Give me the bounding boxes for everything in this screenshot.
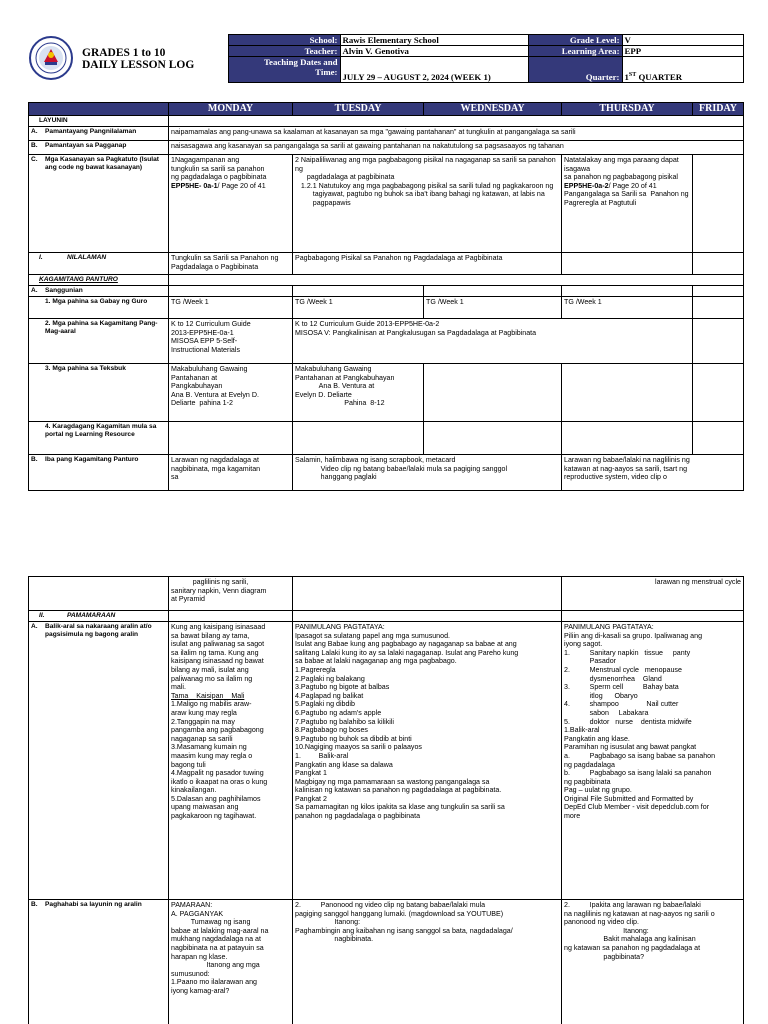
continued-thursday: larawan ng menstrual cycle [562,577,744,611]
row-label-teksbuk: 3. Mga pahina sa Teksbuk [29,364,169,422]
grade-label: Grade Level: [528,35,622,46]
school-value: Rawis Elementary School [340,35,528,46]
gabay-wednesday: TG /Week 1 [424,297,562,319]
day-tuesday: TUESDAY [293,103,424,116]
continued-monday: paglilinis ng sarili, sanitary napkin, Venn diagram at Pyramid [169,577,293,611]
teacher-value: Alvin V. Genotiva [340,46,528,57]
row-label-pamantayan-sa-pagganap: B. Pamantayan sa Pagganap [29,141,169,155]
day-header-row [29,103,744,116]
row-label-sanggunian: A. Sanggunian [29,286,169,297]
teksbuk-tuesday: Makabuluhang Gawaing Pantahanan at Pangkabuhayan Ana B. Ventura at Evelyn D. Deliarte Pahina 8-12 [293,364,424,422]
deped-seal [28,35,78,83]
balik-aral-thursday: PANIMULANG PAGTATAYA: Piliin ang di-kasali sa grupo. Ipaliwanag ang iyong sagot. 1. Sanitary napkin tissue panty Pasador 2. Menstrual cycle menopause dysmenorrhea Gland 3. Sperm cell Bahay bata itlog Obaryo 4. shampoo Nail cutter sabon Labakara 5. doktor nurse dentista midwife 1.Balik-aral Pangkatin ang klase. Paramihan ng isusulat ang bawat pangkat a. Pagbabago sa isang babae sa panahon ng pagdadalaga b. Pagbabago sa isang lalaki sa panahon ng pagbibinata Pag – uulat ng grupo. Original File Submitted and Formatted by DepEd Club Member - visit depedclub.com for more [562,622,744,900]
row-label-pamamaraan: II. PAMAMARAAN [29,611,169,622]
nilalaman-tuesday: Pagbabagong Pisikal sa Panahon ng Pagdadalaga at Pagbibinata [293,253,562,275]
kagamitan-heading: KAGAMITANG PANTURO [29,275,169,286]
row-label-balik-aral: A. Balik-aral sa nakaraang aralin at/o pagsisimula ng bagong aralin [29,622,169,900]
row-label-iba-pang-kagamitan: B. Iba pang Kagamitang Panturo [29,455,169,491]
row-label-gabay-guro: 1. Mga pahina sa Gabay ng Guro [29,297,169,319]
school-label: School: [228,35,340,46]
gabay-tuesday: TG /Week 1 [293,297,424,319]
row-label-kasanayan: C. Mga Kasanayan sa Pagkatuto (Isulat ang code ng bawat kasanayan) [29,155,169,253]
quarter-label: Quarter: [528,57,622,83]
title-dll: DAILY LESSON LOG [82,58,195,71]
pamantayang-pangnilalaman-text: naipamamalas ang pang-unawa sa kaalaman at kasanayan sa mga "gawaing pantahanan" at tungkulin at pangangalaga sa sarili [169,127,744,141]
kasanayan-thursday: Natatalakay ang mga paraang dapat isagawa sa panahon ng pagbabagong pisikal EPP5HE-0a-2/ Page 20 of 41 Pangangalaga sa Sarili sa Panahon ng Pagreregla at Pagtutuli [562,155,693,253]
kasanayan-tuesday: 2 Naipaliliwanag ang mga pagbabagong pisikal na nagaganap sa sarili sa panahon ng pagdadalaga at pagbibinata 1.2.1 Natutukoy ang mga pagbabagong pisikal sa sarili tulad ng pagkakaroon ng tagiyawat, pagtubo ng buhok sa iba't ibang bahagi ng katawan, at labis na pagpapawis [293,155,562,253]
teksbuk-monday: Makabuluhang Gawaing Pantahanan at Pangkabuhayan Ana B. Ventura at Evelyn D. Deliarte pahina 1-2 [169,364,293,422]
kasanayan-monday: 1Nagagampanan ang tungkulin sa sarili sa panahon ng pagdadalaga o pagbibinata EPP5HE- 0a-1/ Page 20 of 41 [169,155,293,253]
iba-pang-monday: Larawan ng nagdadalaga at nagbibinata, mga kagamitan sa [169,455,293,491]
paghahabi-monday: PAMARAAN: A. PAGGANYAK Tumawag ng isang babae at lalaking mag-aaral na mukhang nagdadalaga na at nagbibinata na at patayuin sa harapan ng klase. Itanong ang mga sumusunod: 1.Paano mo ilalarawan ang iyong kamag-aral? [169,900,293,1024]
gabay-monday: TG /Week 1 [169,297,293,319]
mag-aaral-monday: K to 12 Curriculum Guide 2013-EPP5HE-0a-1 MISOSA EPP 5-Self- Instructional Materials [169,319,293,364]
iba-pang-tuesday: Salamin, halimbawa ng isang scrapbook, metacard Video clip ng batang babae/lalaki mula sa pagiging sanggol hanggang paglaki [293,455,562,491]
row-label-paghahabi: B. Paghahabi sa layunin ng aralin [29,900,169,1024]
row-label-karagdagang-kagamitan: 4. Karagdagang Kagamitan mula sa portal ng Learning Resource [29,422,169,455]
lesson-table-2 [28,576,743,1024]
gabay-thursday: TG /Week 1 [562,297,693,319]
dates-label: Teaching Dates and Time: [228,57,340,83]
row-label-kagamitang-mag-aaral: 2. Mga pahina sa Kagamitang Pang-Mag-aaral [29,319,169,364]
balik-aral-tuesday: PANIMULANG PAGTATAYA: Ipasagot sa sulatang papel ang mga sumusunod. Isulat ang Babae kung ang pagbabago ay nagaganap sa babae at ang salitang Lalaki kung ito ay sa lalaki nagaganap. Isulat ang Pareho kung sa babae at lalaki nagaganap ang mga pagbabago. 1.Pagreregla 2.Paglaki ng balakang 3.Pagtubo ng bigote at balbas 4.Paglapad ng balikat 5.Paglaki ng dibdib 6.Pagtubo ng adam's apple 7.Pagtubo ng balahibo sa kilikili 8.Pagbabago ng boses 9.Pagtubo ng buhok sa dibdib at binti 10.Nagiging maayos sa sarili o palaayos 1. Balik-aral Pangkatin ang klase sa dalawa Pangkat 1 Magbigay ng mga pamamaraan sa wastong pangangalaga sa kalinisan ng katawan sa panahon ng pagdadalaga at pagbibinata. Pangkat 2 Sa pamamagitan ng kilos ipakita sa klase ang tungkulin sa sarili sa panahon ng pagdadalaga o pagbibinata [293,622,562,900]
day-wednesday: WEDNESDAY [424,103,562,116]
mag-aaral-tuesday: K to 12 Curriculum Guide 2013-EPP5HE-0a-2 MISOSA V: Pangkalinisan at Pangkalusugan sa Pagdadalaga at Pagbibinata [293,319,693,364]
lesson-table-1 [28,102,743,491]
title-block [78,35,228,83]
paghahabi-thursday: 2. Ipakita ang larawan ng babae/lalaki na naglilinis ng katawan at nag-aayos ng sarili o panonood ng video clip. Itanong: Bakit mahalaga ang kalinisan ng katawan sa panahon ng pagdadalaga at pagbibinata? [562,900,744,1024]
day-friday: FRIDAY [693,103,744,116]
seal-icon [28,35,74,81]
area-value: EPP [622,46,743,57]
day-monday: MONDAY [169,103,293,116]
day-thursday: THURSDAY [562,103,693,116]
row-label-nilalaman: I. NILALAMAN [29,253,169,275]
dates-value: JULY 29 – AUGUST 2, 2024 (WEEK 1) [340,57,528,83]
title-grades: GRADES 1 to 10 [82,46,166,59]
row-label-pamantayang-pangnilalaman: A. Pamantayang Pangnilalaman [29,127,169,141]
balik-aral-monday: Kung ang kaisipang isinasaad sa bawat bilang ay tama, isulat ang paliwanag sa sagot sa ilalim ng tama. Kung ang kaisipang isinasaad ng bawat bilang ay mali, isulat ang paliwanag mo sa ilalim ng mali. Tama Kaisipan Mali 1.Maligo ng mabilis araw- araw kung may regla 2.Tanggapin na may pangamba ang pagbabagong nagaganap sa sarili 3.Masamang kumain ng maasim kung may regla o bagong tuli 4.Magpalit ng pasador tuwing ikatlo o ikaapat na oras o kung kinakailangan. 5.Dalasan ang paghihilamos upang maiwasan ang pagkakaroon ng tagihawat. [169,622,293,900]
header [28,34,743,83]
nilalaman-monday: Tungkulin sa Sarili sa Panahon ng Pagdadalaga o Pagbibinata [169,253,293,275]
paghahabi-tuesday: 2. Panonood ng video clip ng batang babae/lalaki mula pagiging sanggol hanggang lumaki. (magdownload sa YOUTUBE) Itanong: Paghambingin ang kaibahan ng isang sanggol sa bata, nagdadalaga/ nagbibinata. [293,900,562,1024]
grade-value: V [622,35,743,46]
layunin-heading: LAYUNIN [29,116,169,127]
quarter-value: 1ST QUARTER [622,57,743,83]
pamantayan-sa-pagganap-text: naisasagawa ang kasanayan sa pangangalaga sa sarili at gawaing pantahanan na nakatutulong sa pagsasaayos ng tahanan [169,141,744,155]
area-label: Learning Area: [528,46,622,57]
teacher-label: Teacher: [228,46,340,57]
iba-pang-thursday: Larawan ng babae/lalaki na naglilinis ng katawan at nag-aayos sa sarili, tsart ng reproductive system, video clip o [562,455,744,491]
